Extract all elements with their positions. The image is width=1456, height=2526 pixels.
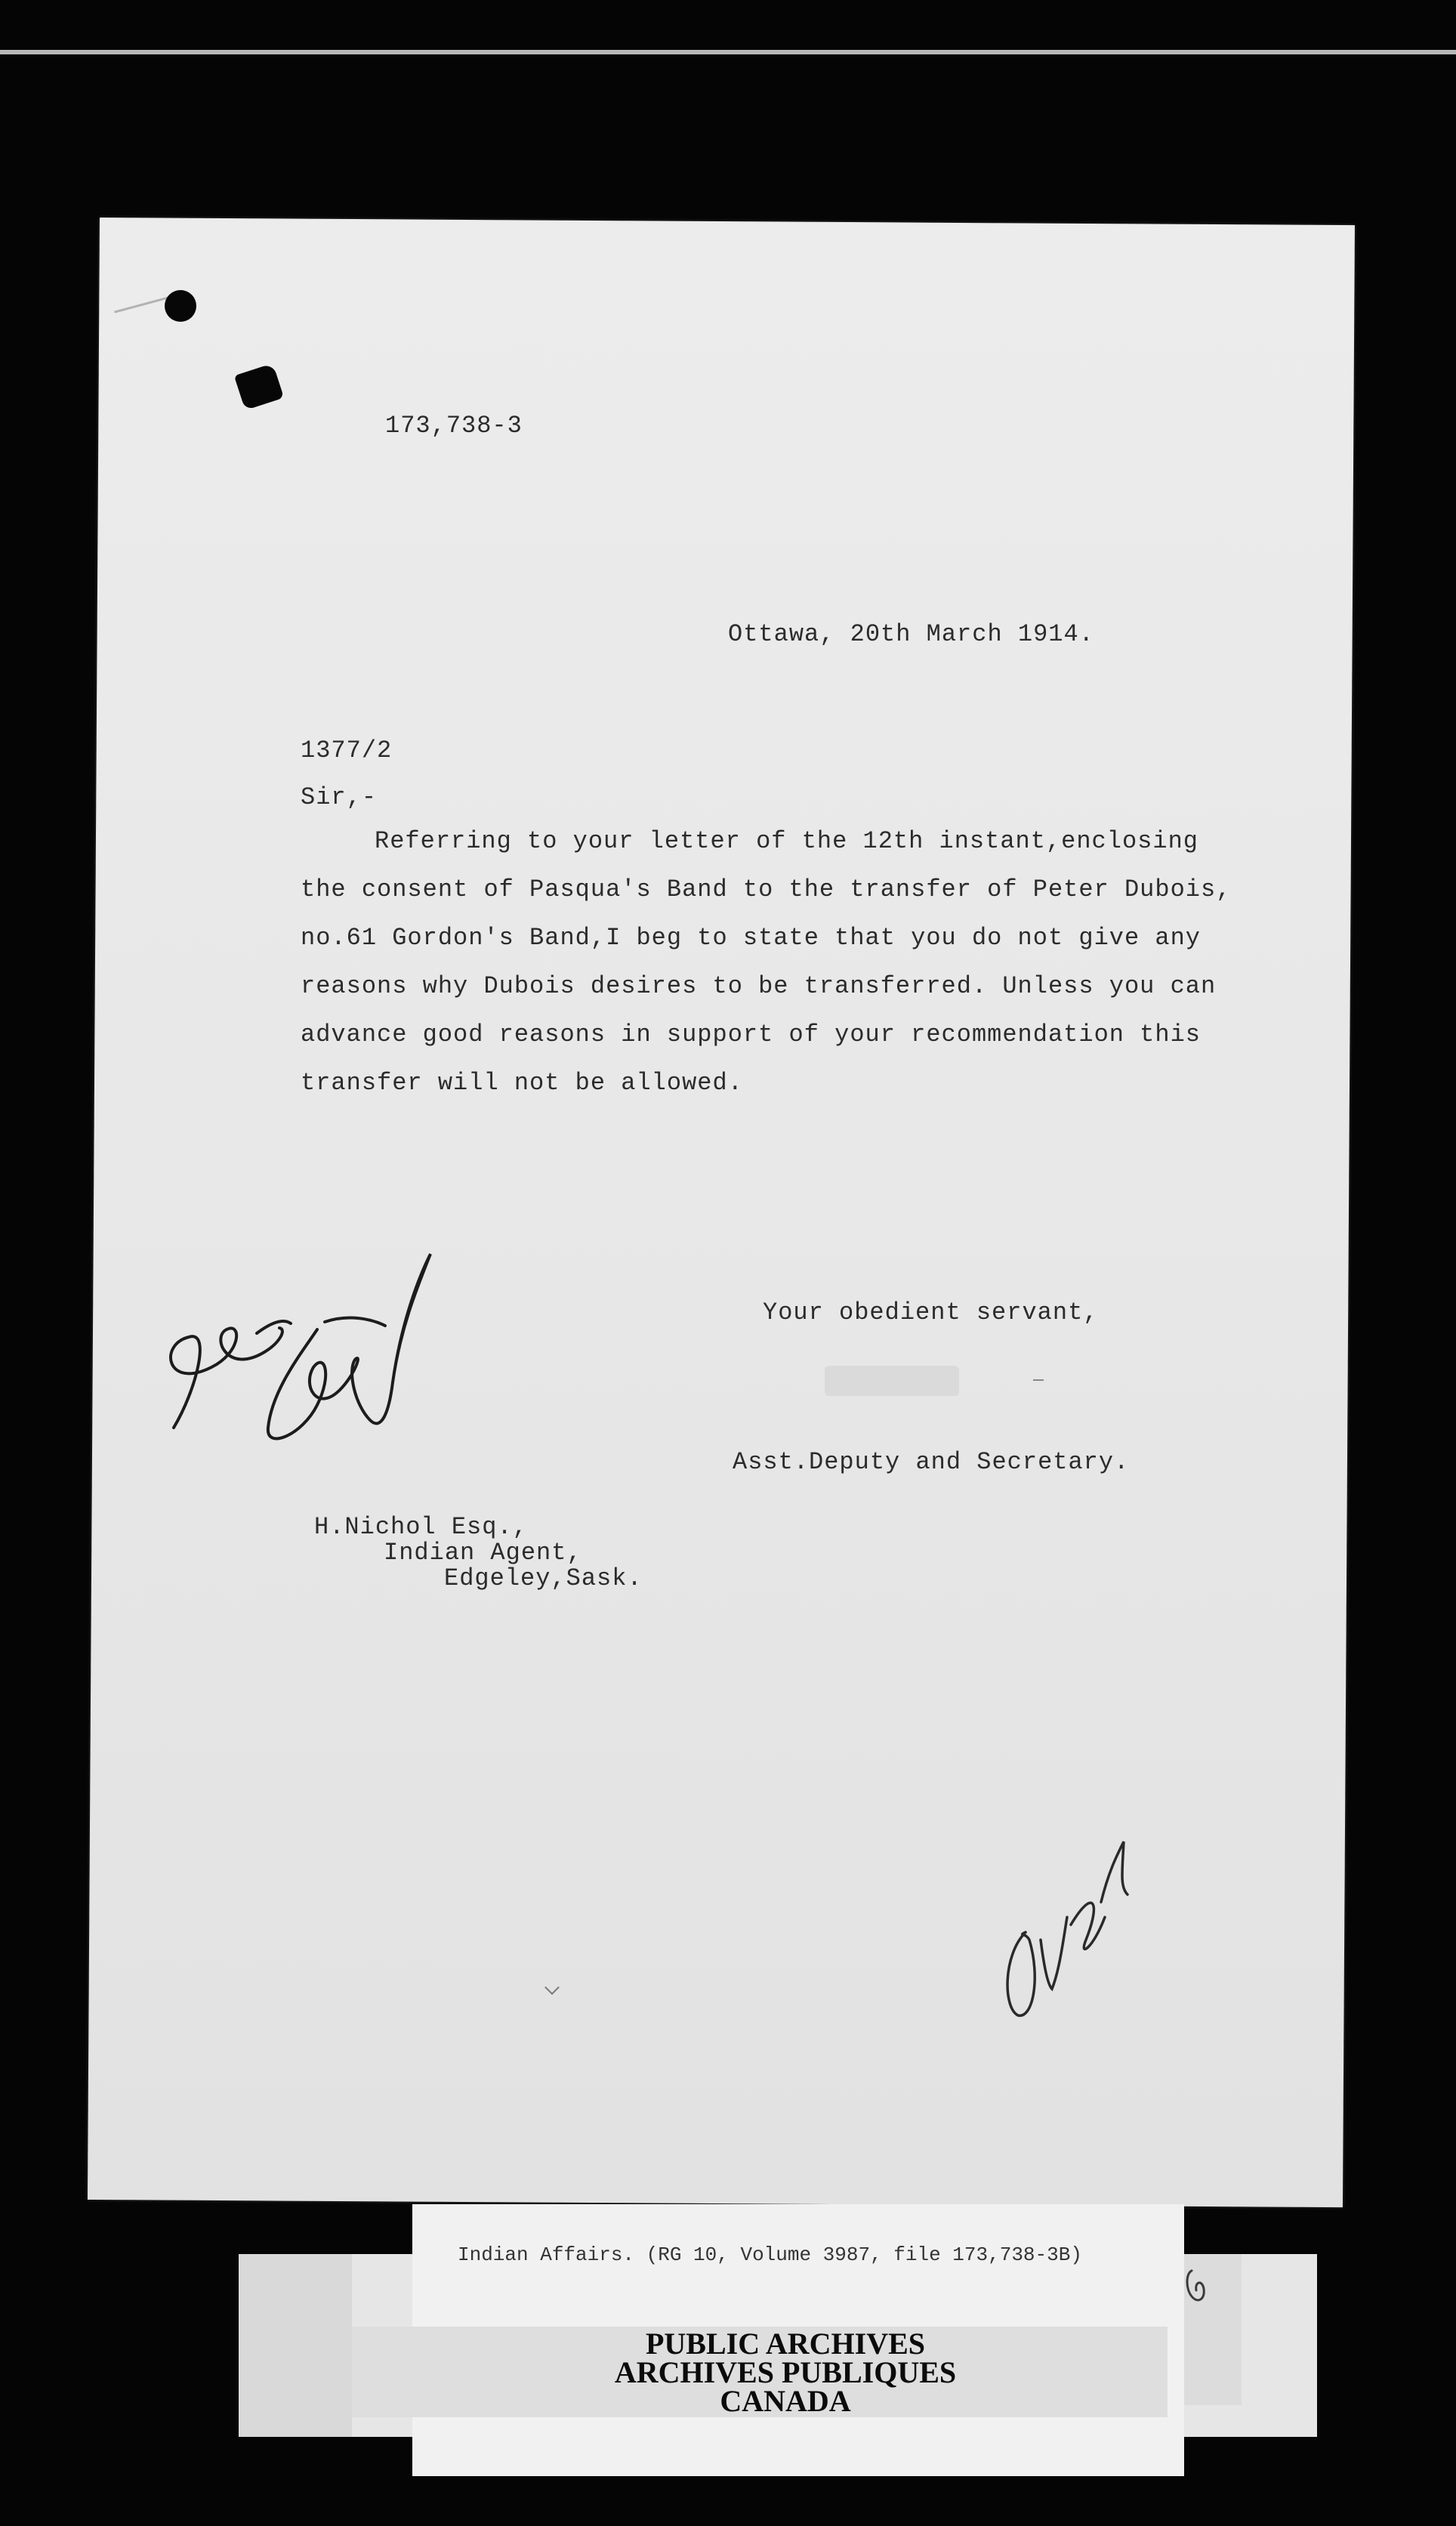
archives-line-en: PUBLIC ARCHIVES <box>645 2327 926 2361</box>
faint-stamp <box>825 1366 959 1396</box>
catalog-reference: Indian Affairs. (RG 10, Volume 3987, file 173,738-3B) <box>458 2243 1082 2266</box>
letter-body <box>301 817 1237 1107</box>
file-number: 173,738-3 <box>385 412 523 440</box>
letter-sheet <box>88 218 1355 2207</box>
handwritten-over-note <box>995 1827 1146 2030</box>
archives-line-fr: ARCHIVES PUBLIQUES <box>614 2355 957 2389</box>
body-line: transfer will not be allowed. <box>301 1069 743 1097</box>
addressee-name: H.Nichol Esq., <box>314 1513 528 1541</box>
paper-clip-icon <box>1183 2266 1213 2313</box>
archives-stamp <box>559 2327 1012 2418</box>
film-edge-rule <box>0 50 1456 54</box>
body-line: reasons why Dubois desires to be transferred. Unless you can <box>301 972 1217 1000</box>
addressee-location: Edgeley,Sask. <box>444 1564 643 1592</box>
date-line: Ottawa, 20th March 1914. <box>728 620 1094 648</box>
signer-title: Asst.Deputy and Secretary. <box>733 1448 1130 1476</box>
salutation: Sir,- <box>301 783 378 811</box>
punch-hole-top <box>165 290 196 322</box>
addressee-position: Indian Agent, <box>384 1539 582 1567</box>
body-line: no.61 Gordon's Band,I beg to state that you do not give any <box>301 924 1201 952</box>
body-line: advance good reasons in support of your recommendation this <box>301 1021 1201 1048</box>
tick-mark <box>1033 1379 1044 1381</box>
archives-line-country: CANADA <box>720 2384 851 2418</box>
archive-label-tab-left <box>239 2254 352 2437</box>
handwritten-initials <box>128 1239 461 1465</box>
reference-number: 1377/2 <box>301 736 393 764</box>
body-line: the consent of Pasqua's Band to the transfer of Peter Dubois, <box>301 875 1232 903</box>
closing: Your obedient servant, <box>763 1299 1099 1326</box>
body-line: Referring to your letter of the 12th instant,enclosing <box>375 827 1198 855</box>
